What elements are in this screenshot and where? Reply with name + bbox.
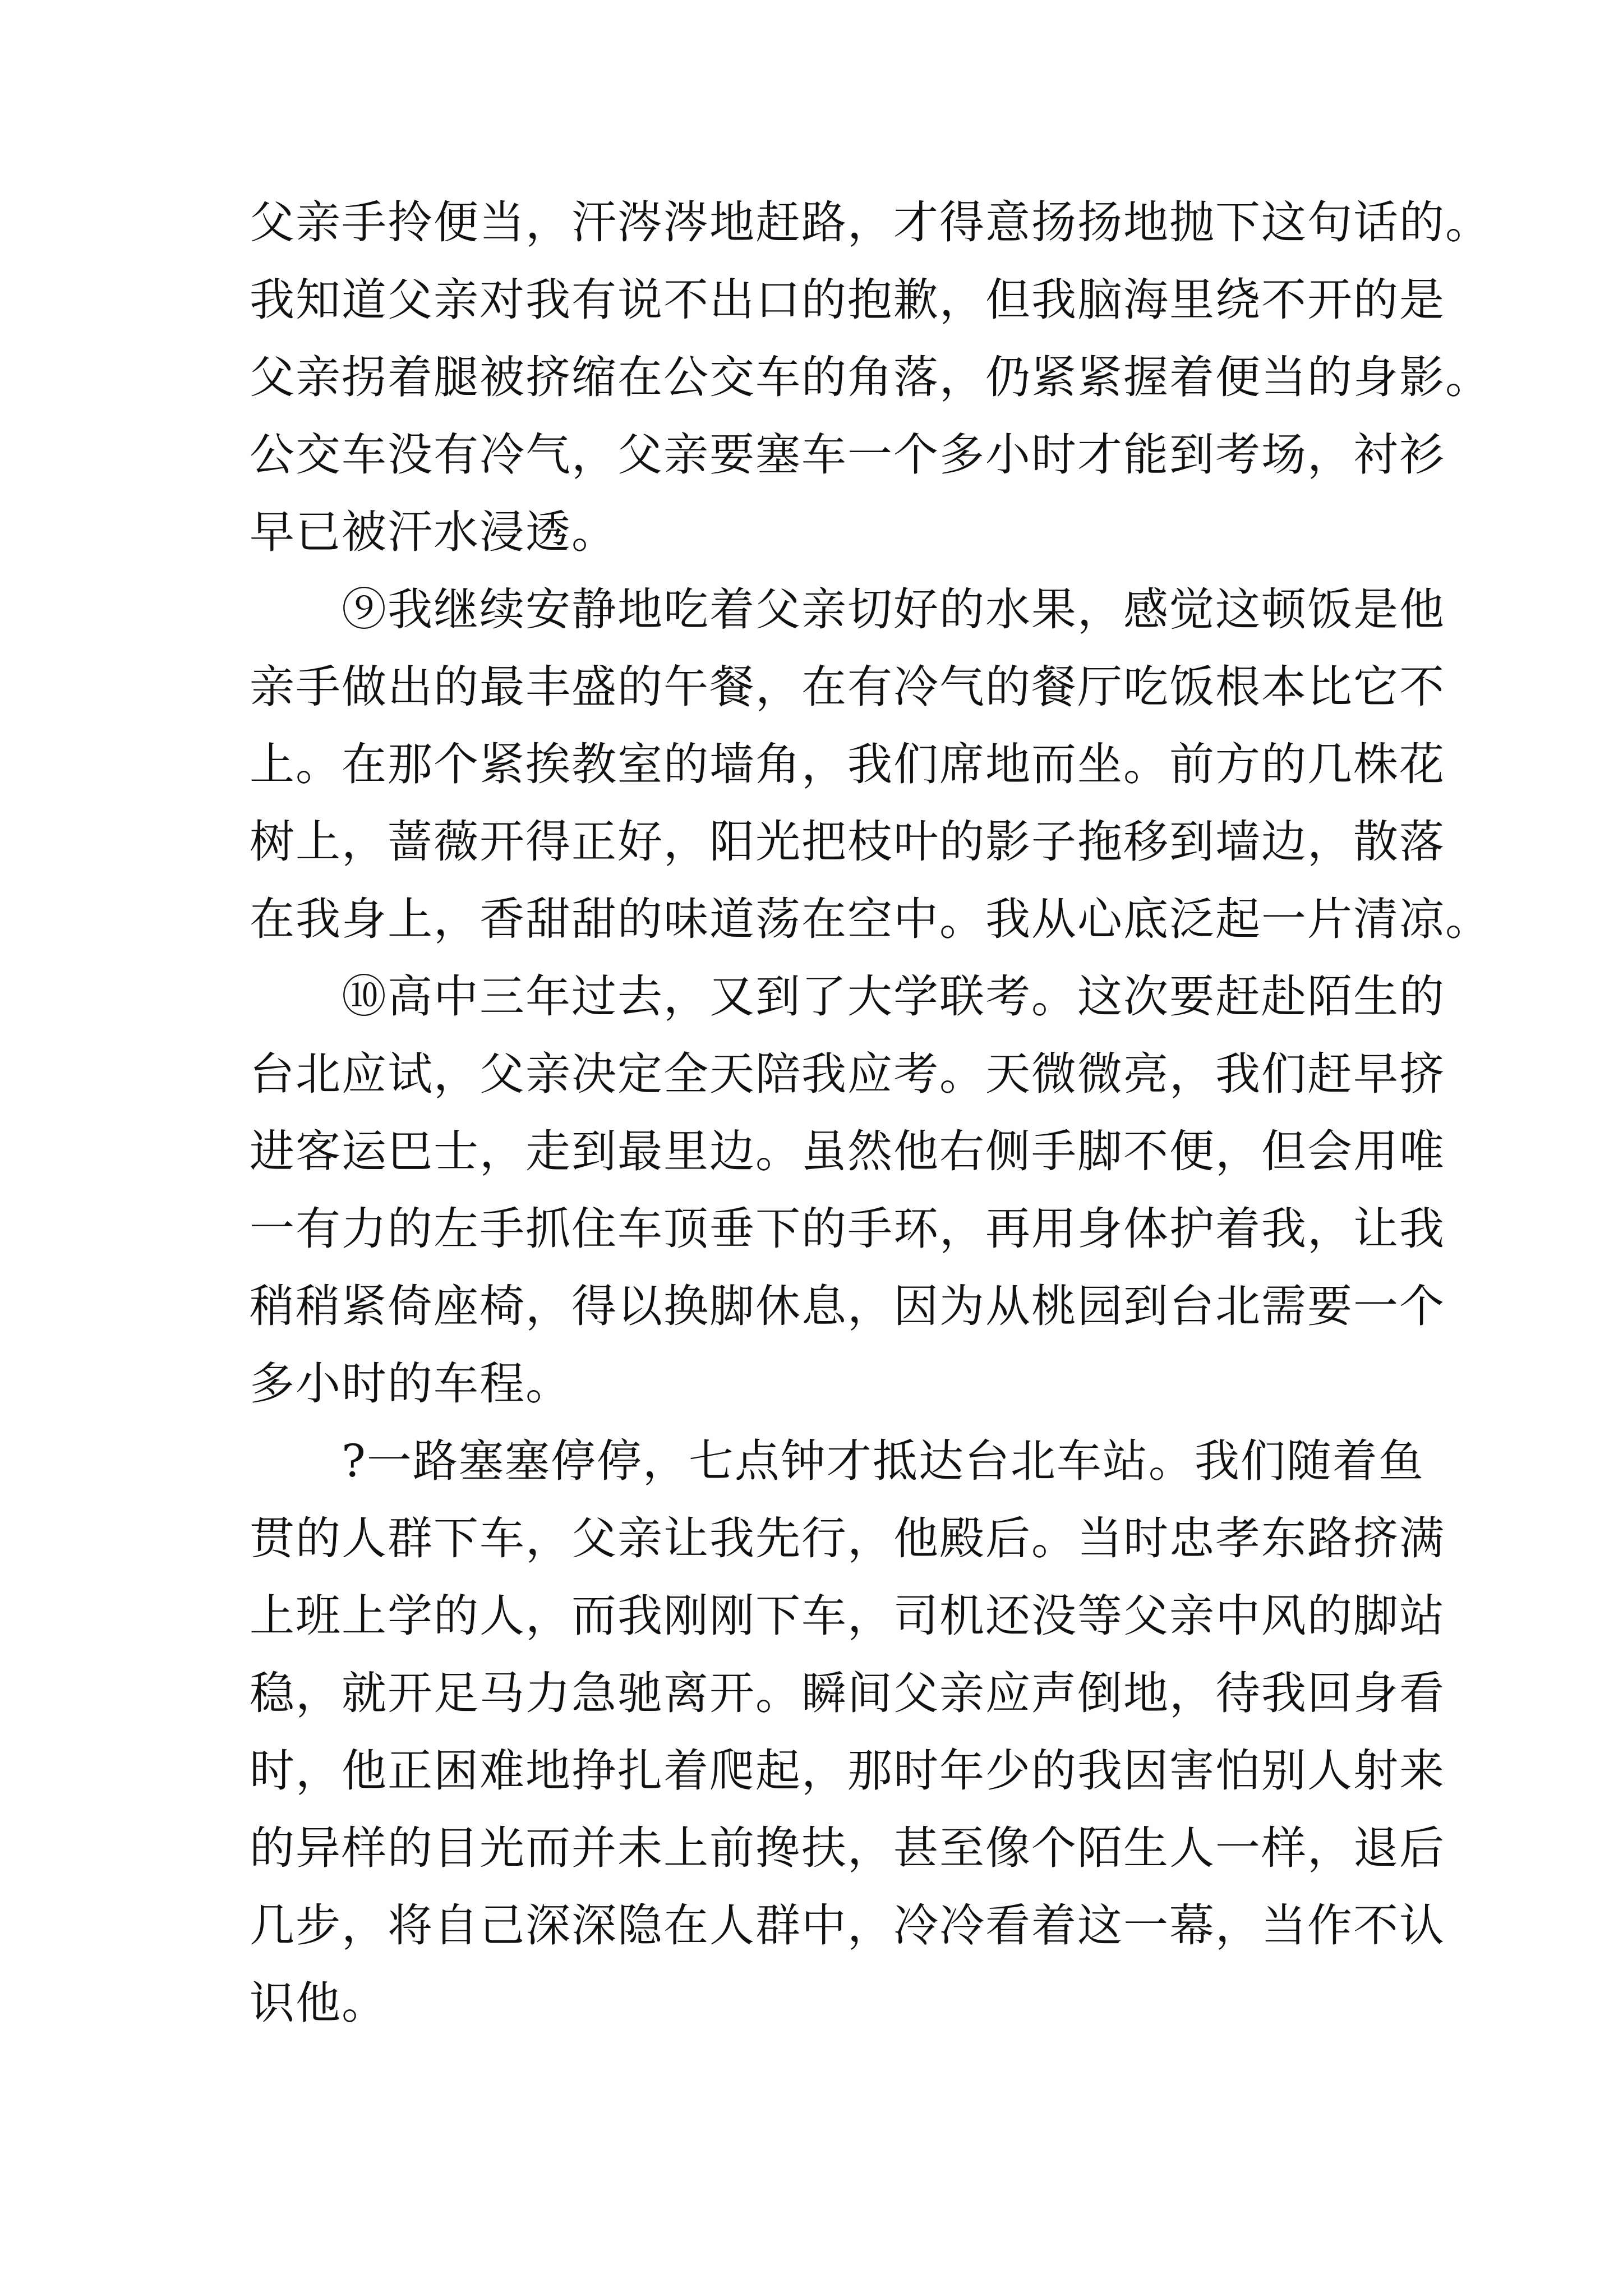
body-text bbox=[250, 184, 1495, 2042]
text-line-22: 的异样的目光而并未上前搀扶，甚至像个陌生人一样，退后 bbox=[250, 1822, 1445, 1874]
text-line-24: 识他。 bbox=[250, 1977, 388, 2029]
text-line-9: 树上，蔷薇开得正好，阳光把枝叶的影子拖移到墙边，散落 bbox=[250, 816, 1445, 868]
text-line-13: 进客运巴士，走到最里边。虽然他右侧手脚不便，但会用唯 bbox=[250, 1125, 1445, 1177]
text-line-18: 贯的人群下车，父亲让我先行，他殿后。当时忠孝东路挤满 bbox=[250, 1512, 1445, 1565]
text-line-21: 时，他正困难地挣扎着爬起，那时年少的我因害怕别人射来 bbox=[250, 1745, 1445, 1797]
text-line-10: 在我身上，香甜甜的味道荡在空中。我从心底泛起一片清凉。 bbox=[250, 893, 1491, 945]
text-line-5: 早已被汗水浸透。 bbox=[250, 506, 617, 558]
text-line-23: 几步，将自己深深隐在人群中，冷冷看着这一幕，当作不认 bbox=[250, 1899, 1445, 1952]
text-line-14: 一有力的左手抓住车顶垂下的手环，再用身体护着我，让我 bbox=[250, 1203, 1445, 1255]
text-line-20: 稳，就开足马力急驰离开。瞬间父亲应声倒地，待我回身看 bbox=[250, 1667, 1445, 1719]
text-line-19: 上班上学的人，而我刚刚下车，司机还没等父亲中风的脚站 bbox=[250, 1590, 1445, 1642]
text-line-6: ⑨我继续安静地吃着父亲切好的水果，感觉这顿饭是他 bbox=[250, 583, 1445, 636]
text-line-7: 亲手做出的最丰盛的午餐，在有冷气的餐厅吃饭根本比它不 bbox=[250, 661, 1445, 713]
text-line-8: 上。在那个紧挨教室的墙角，我们席地而坐。前方的几株花 bbox=[250, 738, 1445, 790]
text-line-4: 公交车没有冷气，父亲要塞车一个多小时才能到考场，衬衫 bbox=[250, 429, 1445, 481]
text-line-3: 父亲拐着腿被挤缩在公交车的角落，仍紧紧握着便当的身影。 bbox=[250, 351, 1491, 403]
text-line-15: 稍稍紧倚座椅，得以换脚休息，因为从桃园到台北需要一个 bbox=[250, 1280, 1445, 1332]
text-line-12: 台北应试，父亲决定全天陪我应考。天微微亮，我们赶早挤 bbox=[250, 1048, 1445, 1100]
text-line-1: 父亲手拎便当，汗涔涔地赶路，才得意扬扬地抛下这句话的。 bbox=[250, 196, 1491, 249]
text-line-2: 我知道父亲对我有说不出口的抱歉，但我脑海里绕不开的是 bbox=[250, 274, 1445, 326]
text-line-16: 多小时的车程。 bbox=[250, 1358, 571, 1410]
text-line-17: ?一路塞塞停停，七点钟才抵达台北车站。我们随着鱼 bbox=[250, 1435, 1424, 1487]
text-line-11: ⑩高中三年过去，又到了大学联考。这次要赶赴陌生的 bbox=[250, 970, 1445, 1023]
